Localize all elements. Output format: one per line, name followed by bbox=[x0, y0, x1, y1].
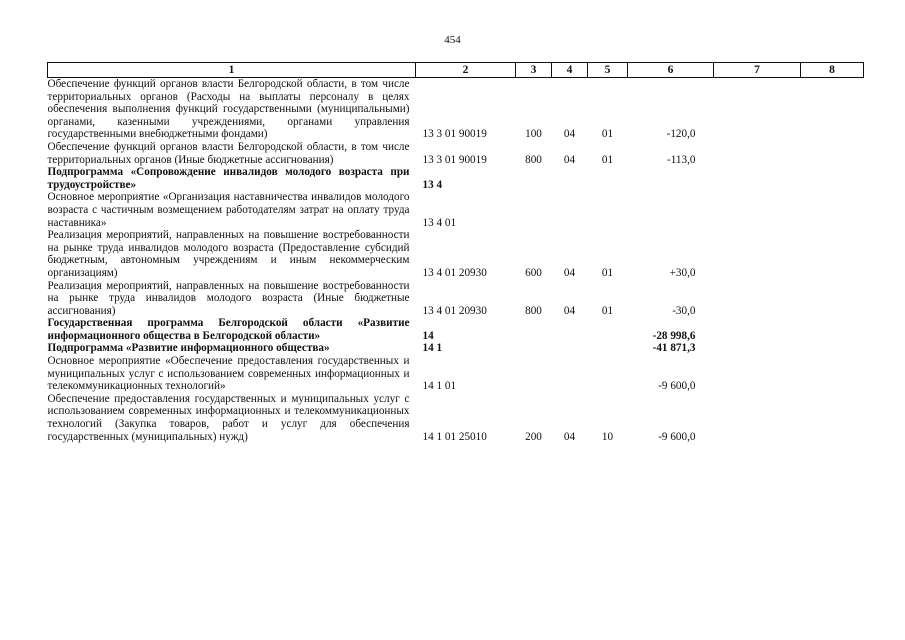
table-row bbox=[48, 342, 864, 355]
row-amount: +30,0 bbox=[669, 266, 696, 279]
row-section: 04 bbox=[563, 430, 576, 443]
row-description: Основное мероприятие «Обеспечение предоставления государственных и муниципальных услуг с использованием современных информационных и телекоммуникационных технологий» bbox=[47, 355, 410, 393]
row-section: 04 bbox=[563, 128, 576, 141]
row-subsection: 01 bbox=[601, 153, 614, 166]
table-body bbox=[48, 78, 864, 444]
row-amount: -41 871,3 bbox=[652, 342, 696, 355]
page-number: 454 bbox=[444, 34, 461, 46]
table-row bbox=[48, 78, 864, 141]
row-expense-type bbox=[516, 317, 552, 342]
row-col7 bbox=[714, 141, 801, 166]
row-expense-type bbox=[516, 191, 552, 229]
row-code: 13 4 bbox=[422, 178, 443, 191]
row-col7 bbox=[714, 393, 801, 443]
row-col8 bbox=[801, 280, 864, 318]
row-description: Обеспечение функций органов власти Белгородской области, в том числе территориальных органов (Иные бюджетные ассигнования) bbox=[47, 140, 410, 166]
table-row bbox=[48, 355, 864, 393]
row-section bbox=[552, 317, 588, 342]
row-section bbox=[552, 166, 588, 191]
row-code: 14 1 bbox=[422, 342, 443, 355]
row-section: 04 bbox=[563, 153, 576, 166]
row-col8 bbox=[801, 355, 864, 393]
row-section bbox=[552, 355, 588, 393]
row-col8 bbox=[801, 342, 864, 355]
row-description: Основное мероприятие «Организация наставничества инвалидов молодого возраста с частичным возмещением работодателям затрат на оплату труда наставника» bbox=[47, 191, 410, 229]
column-header: 8 bbox=[801, 63, 864, 78]
row-description: Государственная программа Белгородской области «Развитие информационного общества в Белгородской области» bbox=[47, 317, 410, 342]
row-description: Реализация мероприятий, направленных на повышение востребованности на рынке труда инвалидов молодого возраста (Предоставление субсидий бюджетным, автономным учреждениям и иным некоммерческим организациям) bbox=[47, 229, 410, 279]
table-row bbox=[48, 393, 864, 443]
row-col7 bbox=[714, 355, 801, 393]
row-code: 13 3 01 90019 bbox=[422, 153, 487, 166]
row-amount: -9 600,0 bbox=[658, 430, 696, 443]
row-col8 bbox=[801, 78, 864, 141]
column-header: 4 bbox=[552, 63, 588, 78]
row-subsection bbox=[588, 191, 628, 229]
column-header: 6 bbox=[628, 63, 714, 78]
row-code: 13 4 01 20930 bbox=[422, 266, 487, 279]
column-header: 7 bbox=[714, 63, 801, 78]
row-section bbox=[552, 342, 588, 355]
row-code: 13 4 01 20930 bbox=[422, 304, 487, 317]
row-expense-type bbox=[516, 166, 552, 191]
row-expense-type: 800 bbox=[525, 304, 542, 317]
table-row bbox=[48, 191, 864, 229]
row-expense-type bbox=[516, 342, 552, 355]
row-description: Обеспечение предоставления государственных и муниципальных услуг с использованием современных информационных и телекоммуникационных технологий (Закупка товаров, работ и услуг для обеспечения государственных (муниципальных) нужд) bbox=[47, 392, 410, 443]
row-description: Подпрограмма «Развитие информационного общества» bbox=[47, 342, 330, 355]
row-code: 13 3 01 90019 bbox=[422, 128, 487, 141]
row-amount: -9 600,0 bbox=[658, 380, 696, 393]
row-amount: -120,0 bbox=[666, 128, 696, 141]
row-col8 bbox=[801, 317, 864, 342]
row-description: Обеспечение функций органов власти Белгородской области, в том числе территориальных органов (Расходы на выплаты персоналу в целях обеспечения выполнения функций государственными (муниципальными) органами, казенными учреждениями, органами управления государственными внебюджетными фондами) bbox=[47, 78, 410, 141]
row-expense-type bbox=[516, 355, 552, 393]
row-code: 14 1 01 bbox=[422, 380, 457, 393]
row-subsection bbox=[588, 342, 628, 355]
row-col8 bbox=[801, 191, 864, 229]
row-col7 bbox=[714, 166, 801, 191]
column-header: 5 bbox=[588, 63, 628, 78]
row-col8 bbox=[801, 393, 864, 443]
row-amount bbox=[628, 166, 714, 191]
row-expense-type: 800 bbox=[525, 153, 542, 166]
row-expense-type: 200 bbox=[525, 430, 542, 443]
row-col7 bbox=[714, 78, 801, 141]
row-code: 14 1 01 25010 bbox=[422, 430, 487, 443]
row-subsection bbox=[588, 355, 628, 393]
row-description: Реализация мероприятий, направленных на повышение востребованности на рынке труда инвалидов молодого возраста (Иные бюджетные ассигнования) bbox=[47, 279, 410, 317]
row-col8 bbox=[801, 166, 864, 191]
row-col7 bbox=[714, 191, 801, 229]
budget-table bbox=[47, 62, 864, 443]
table-row bbox=[48, 229, 864, 279]
row-subsection: 01 bbox=[601, 304, 614, 317]
row-expense-type: 600 bbox=[525, 266, 542, 279]
row-subsection bbox=[588, 317, 628, 342]
table-row bbox=[48, 280, 864, 318]
row-amount: -30,0 bbox=[672, 304, 696, 317]
column-header: 1 bbox=[48, 63, 416, 78]
row-col8 bbox=[801, 141, 864, 166]
row-section bbox=[552, 191, 588, 229]
row-subsection: 01 bbox=[601, 266, 614, 279]
row-description: Подпрограмма «Сопровождение инвалидов молодого возраста при трудоустройстве» bbox=[47, 166, 410, 191]
row-amount: -113,0 bbox=[667, 153, 696, 166]
table-row bbox=[48, 141, 864, 166]
row-col8 bbox=[801, 229, 864, 279]
table-header-row bbox=[48, 63, 864, 78]
table-row bbox=[48, 317, 864, 342]
row-amount: -28 998,6 bbox=[652, 329, 696, 342]
table-row bbox=[48, 166, 864, 191]
row-subsection: 10 bbox=[601, 430, 614, 443]
row-amount bbox=[628, 191, 714, 229]
row-col7 bbox=[714, 229, 801, 279]
row-expense-type: 100 bbox=[525, 128, 542, 141]
row-subsection bbox=[588, 166, 628, 191]
row-subsection: 01 bbox=[601, 128, 614, 141]
row-code: 14 bbox=[422, 329, 434, 342]
column-header: 3 bbox=[516, 63, 552, 78]
row-section: 04 bbox=[563, 266, 576, 279]
column-header: 2 bbox=[416, 63, 516, 78]
row-col7 bbox=[714, 317, 801, 342]
row-code: 13 4 01 bbox=[422, 216, 457, 229]
row-section: 04 bbox=[563, 304, 576, 317]
row-col7 bbox=[714, 342, 801, 355]
row-col7 bbox=[714, 280, 801, 318]
